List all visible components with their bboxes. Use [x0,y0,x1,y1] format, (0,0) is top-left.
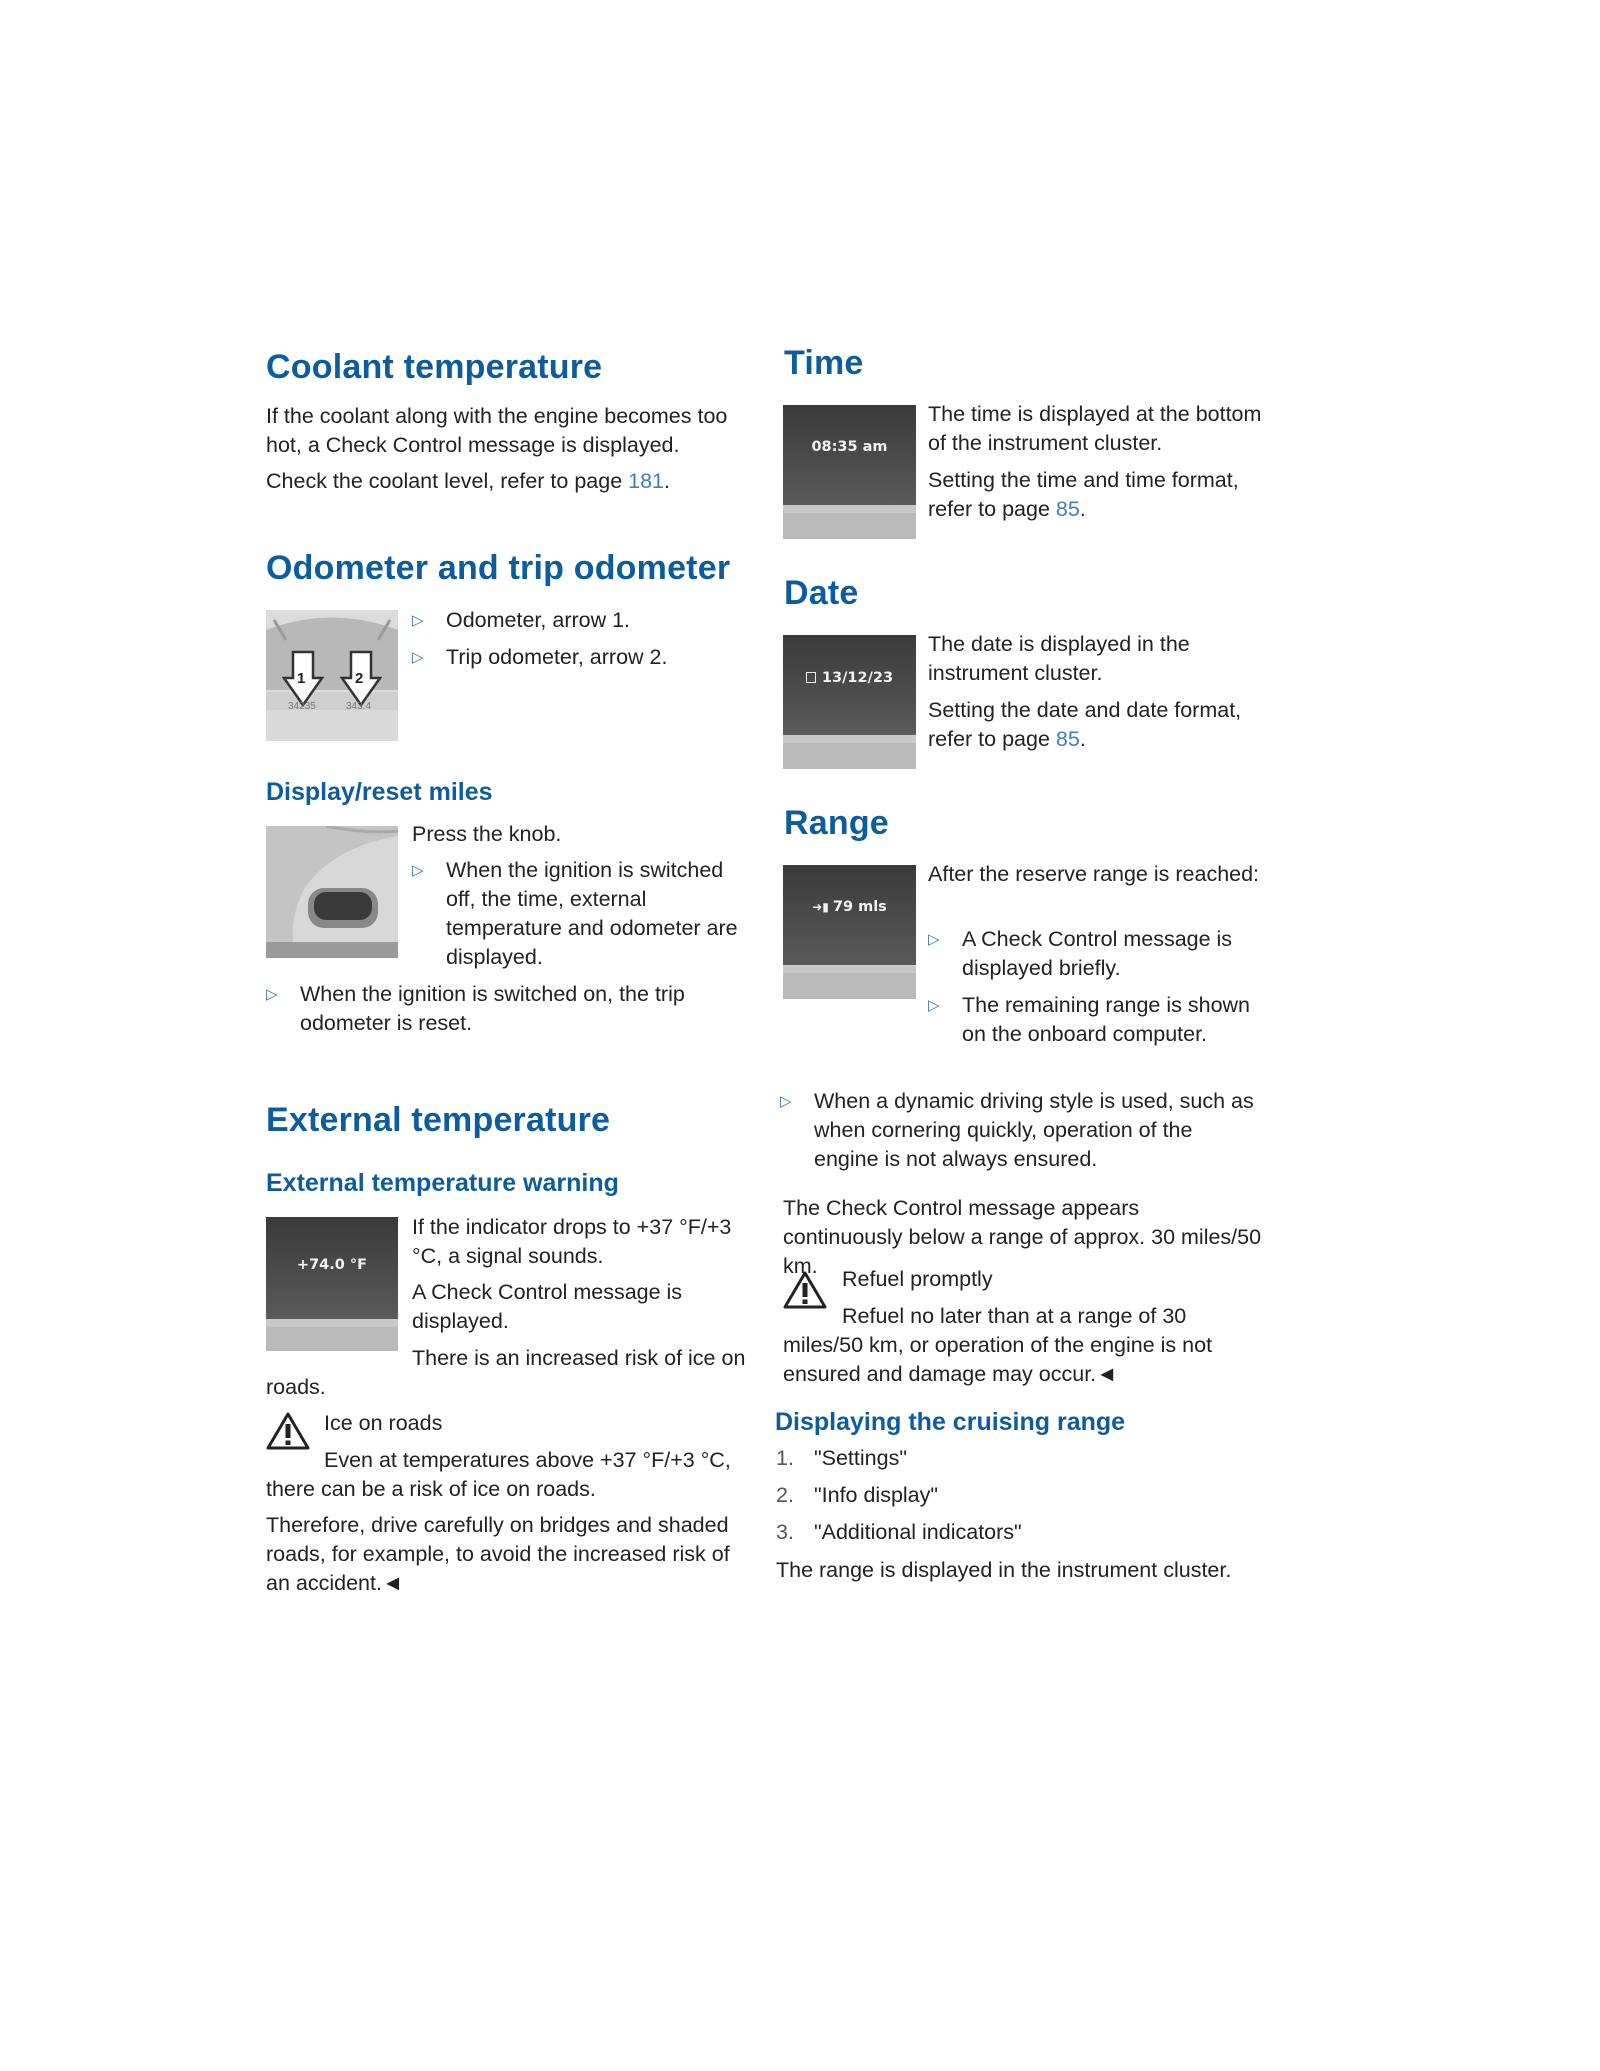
triangle-bullet-icon: ▷ [412,649,424,666]
list-item: ▷ A Check Control message is displayed briefly. [928,927,1233,980]
date-para1: The date is displayed in the instrument cluster. [928,632,1190,685]
range-display [783,865,916,999]
range-check-para: The Check Control message appears continuously below a range of approx. 30 miles/50 km. [783,1196,1262,1278]
time-value: 08:35 am [811,439,888,455]
ice-warning-title: Ice on roads [324,1411,443,1435]
arrow-1-label: 1 [297,670,306,687]
range-list-2 [776,1087,1262,1174]
list-item: 2. "Info display" [776,1483,939,1507]
date-para2: Setting the date and date format, refer to page 85. [928,698,1242,751]
date-display [783,635,916,769]
triangle-bullet-icon: ▷ [412,862,424,879]
list-item: ▷ When the ignition is switched off, the time, external temperature and odometer are displayed. [412,858,738,969]
refuel-warning-title: Refuel promptly [842,1267,993,1291]
odometer-reading: 34235 [288,701,316,712]
cruising-closing: The range is displayed in the instrument cluster. [776,1558,1232,1582]
display-reset-title: Display/reset miles [266,778,493,806]
temperature-display [266,1217,398,1351]
list-item: ▷ Trip odometer, arrow 2. [408,643,748,672]
coolant-title: Coolant temperature [266,348,603,386]
list-item: 3. "Additional indicators" [776,1520,1022,1544]
calendar-icon [806,672,816,683]
time-title: Time [784,344,864,382]
time-para1: The time is displayed at the bottom of the instrument cluster. [928,402,1262,455]
ice-warning-text: Even at temperatures above +37 °F/+3 °C, there can be a risk of ice on roads. [266,1448,731,1501]
external-title: External temperature [266,1101,611,1139]
display-reset-list [408,856,748,972]
date-page-link[interactable]: 85 [1055,727,1080,751]
refuel-warning-text: Refuel no later than at a range of 30 miles/50 km, or operation of the engine is not ensured and damage may occur.◄ [783,1304,1213,1386]
list-item: ▷ When a dynamic driving style is used, such as when cornering quickly, operation of the engine is not always ensured. [780,1089,1254,1171]
odometer-title: Odometer and trip odometer [266,549,731,587]
date-title: Date [784,574,859,612]
temperature-value: +74.0 °F [296,1257,368,1273]
triangle-bullet-icon: ▷ [266,986,278,1003]
list-item: ▷ Odometer, arrow 1. [408,606,748,635]
range-value: 79 mls [832,899,887,915]
display-reset-list-2 [262,980,748,1038]
triangle-bullet-icon: ▷ [928,931,940,948]
odometer-list [408,606,748,672]
odometer-image [266,610,398,741]
external-para3: There is an increased risk of ice on roads. [266,1346,746,1399]
external-para2: A Check Control message is displayed. [412,1280,683,1333]
time-page-link[interactable]: 85 [1055,497,1080,521]
triangle-bullet-icon: ▷ [780,1093,792,1110]
cruising-steps [776,1440,1256,1551]
time-para2: Setting the time and time format, refer to page 85. [928,468,1239,521]
knob-image [266,826,398,958]
range-intro: After the reserve range is reached: [928,862,1260,886]
display-reset-intro: Press the knob. [412,822,562,846]
list-item: ▷ When the ignition is switched on, the trip odometer is reset. [266,982,685,1035]
triangle-bullet-icon: ▷ [412,612,424,629]
triangle-bullet-icon: ▷ [928,997,940,1014]
list-item: ▷ The remaining range is shown on the onboard computer. [928,993,1251,1046]
arrow-2-label: 2 [355,670,364,687]
list-item: 1. "Settings" [776,1446,907,1470]
trip-reading: 343.4 [346,701,372,712]
cruising-title: Displaying the cruising range [775,1408,1126,1436]
range-title: Range [784,804,889,842]
range-list [924,925,1260,1049]
external-subtitle: External temperature warning [266,1169,619,1197]
date-value: 13/12/23 [821,670,894,686]
external-para1: If the indicator drops to +37 °F/+3 °C, a signal sounds. [412,1215,732,1268]
warning-icon [266,1411,310,1451]
fuel-pump-icon: ➜▮ [812,900,829,914]
time-display [783,405,916,539]
external-closing: Therefore, drive carefully on bridges and shaded roads, for example, to avoid the increased risk of an accident.◄ [266,1513,730,1595]
coolant-para1: If the coolant along with the engine becomes too hot, a Check Control message is displayed. [266,404,728,457]
coolant-page-link[interactable]: 181 [628,469,665,493]
coolant-para2: Check the coolant level, refer to page 181. [266,469,670,493]
